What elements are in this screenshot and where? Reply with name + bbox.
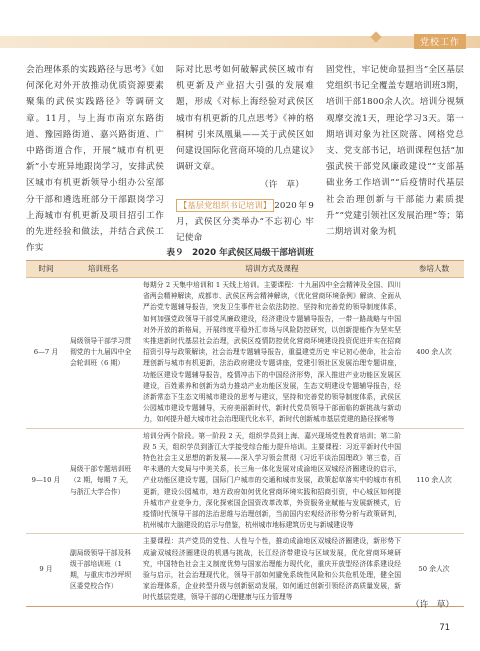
table-row [26, 534, 464, 606]
header-count: 参培人数 [404, 261, 464, 278]
row-count: 110 余人次 [404, 428, 464, 534]
header-name: 培训班名 [66, 261, 140, 278]
column-1 [26, 62, 164, 256]
training-table [26, 260, 464, 607]
table-caption: 表９ 2020 年武侯区局级干部培训班 [166, 248, 314, 258]
table-row [26, 428, 464, 534]
header-bar [0, 36, 480, 48]
section-tag: 【基层党组织书记培训】 [176, 199, 274, 212]
row-count: 50 余人次 [404, 534, 464, 606]
row-content: 每期分 2 天集中培训和 1 天线上培训。主要课程：十九届四中全会精神及全国、四川省两会精神解读，成都市、武侯区两会精神解读，《优化营商环境条例》解读、全面从严治党专题辅导报告，突发卫生事件社会依法防控、坚持和完善党的领导制度体系，如何加强党政领导干部党风廉政建设，经济建设专题辅导报告，一带一路战略与中国对外开放的新格局，开展纬度平稳外汇市场与风险防控研究，以创新提能作为坚实坚实推进新时代基层社会治理，武侯区疫情防控优化营商环境建设投资促进并实在招商招资引导与政策解读，社会治理专题辅导报告，重温建党历史 牢记初心使命，社会治理创新与城市有机更新，法治政府建设专题讲座，党建引领社区发展治理专题讲座，功能区建设专题辅导报告，疫情冲击下的中国经济形势，深入推进产业功能区发展区建设，百姓素养和创新为动力推动产业功能区发展，生态文明建设专题辅导报告，经济新常态下生态文明城市建设的思考与建议，坚持和完善党的领导制度体系，武侯区公园城市建设专题辅导，天府美丽新时代，新时代党员领导干部面临的新挑战与新动力，如何提升超大城市社会治理现代化水平，新时代创新城市基层党建的路径探索等 [140, 278, 404, 429]
column-2 [176, 62, 314, 246]
table-row [26, 278, 464, 429]
section-title: 党校工作 [414, 34, 466, 49]
row-time: 6—7 月 [26, 278, 66, 429]
column-2-signoff: （许 草） [260, 180, 304, 191]
column-2-after-text: 2020年9月，武侯区分类举办“不忘初心 牢记使命 [176, 200, 314, 244]
row-count: 400 余人次 [404, 278, 464, 429]
row-name: 局级领导干部学习贯彻党的十九届四中全会轮训班（6 期） [66, 278, 140, 429]
header-time: 时间 [26, 261, 66, 278]
column-3 [326, 62, 464, 240]
row-content: 主要课程：共产党员的党性、人性与个性，推动成渝地区双城经济圈建设，新形势下成渝双城经济圈建设的机遇与挑战，长江经济带建设与区域发展，优化营商环境研究，中国特色社会主义制度优势与国家治理能力现代化，重庆开放型经济体系建设经验与启示，社会治理现代化，领导干部如何避免系统性风险和公共危机处理，健全国家治理体系，企业转型升级与创新驱动发展，如何通过创新引领经济高质量发展，新时代基层党建，领导干部的心理健康与压力管理等 [140, 534, 404, 606]
header-content: 培训方式及课程 [140, 261, 404, 278]
row-content: 培训分两个阶段。第一阶段 2 天，组织学员到上海、嘉兴现场党性教育培训；第二阶段 5 天，组织学员到浙江大学接受综合能力提升培训。主要课程：习近平新时代中国特色社会主义思想的新发展——深入学习领会贯彻《习近平谈治国理政》第三卷，百年未遇的大变局与中美关系，长三角一体化发展对成渝地区双城经济圈建设的启示，产业功能区建设专题，国际门户城市的交通和城市发展，政策起草落实中的城市有机更新，建设公园城市，地方政府如何优化营商环境实践和招商引资，中心城区如何提升城市产业竞争力，深化探索国企国资改革改革，外资服务业赋能与发展新模式，后疫情时代领导干部的法治思维与治理创新，当前国内宏观经济形势分析与政策研判，杭州城市大脑建设的启示与借鉴，杭州城市地标建筑历史与新城建设等 [140, 428, 404, 534]
page-number: 71 [439, 622, 450, 632]
row-name: 局级干部专题培训班（2 期，每期 7 天，与浙江大学合作） [66, 428, 140, 534]
table-signoff: （许 草） [411, 600, 454, 610]
page-header [0, 0, 480, 56]
column-3-text: 固党性，牢记使命显担当”全区基层党组织书记全覆盖专题培训班3期，培训干部1800余人次。培训分视频观摩交流1天，理论学习3天。第一期培训对象为社区院落、网格党总支、党支部书记，培训课程包括“加强武侯干部党风廉政建设”“支部基础业务工作培训”“后疫情时代基层社会治理创新与干部能力素质提升”“党建引领社区发展治理”等；第二期培训对象为机 [326, 65, 464, 238]
table-header-row [26, 261, 464, 278]
column-2-next-paragraph [176, 198, 314, 247]
column-1-text: 会治理体系的实践路径与思考》《如何深化对外开放推动优质资源要素聚集的武侯实践路径》等调研文章。11月，与上海市南京东路街道、豫园路街道、嘉兴路街道、广中路街道合作，开展“城市有机更新”小专班异地跟岗学习，安排武侯区城市有机更新领导小组办公室部分干部和遴选班部分干部跟岗学习上海城市有机更新及项目招引工作的先进经验和做法，并结合武侯工作实 [26, 65, 164, 254]
column-2-text: 际对比思考如何破解武侯区城市有机更新及产业招大引强的发展难题，形成《对标上海经验对武侯区城市有机更新的几点思考》《神的格桐树 引来凤凰巢——关于武侯区如何建设国际化营商环境的几点建议》调研文章。 [176, 65, 314, 173]
row-time: 9—10 月 [26, 428, 66, 534]
row-name: 副局级领导干部及科级干部培训班（1 期，与重庆市沙坪坝区委党校合作） [66, 534, 140, 606]
row-time: 9 月 [26, 534, 66, 606]
